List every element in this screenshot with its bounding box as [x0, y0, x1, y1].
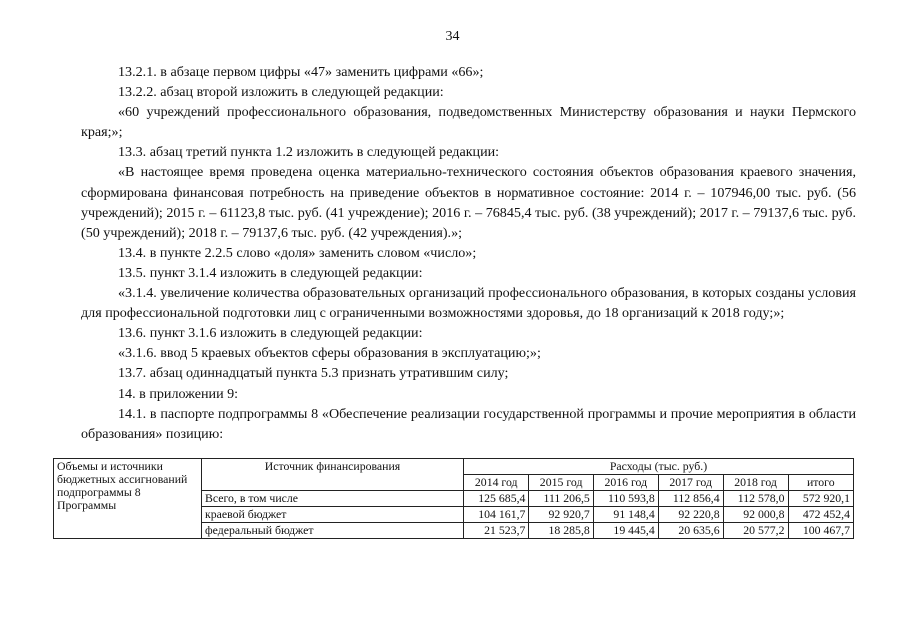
paragraph: 13.6. пункт 3.1.6 изложить в следующей редакции: — [118, 325, 423, 342]
paragraph: 13.2.1. в абзаце первом цифры «47» заменить цифрами «66»; — [118, 64, 484, 80]
value-cell: 111 206,5 — [529, 491, 593, 507]
document-body — [81, 62, 856, 444]
paragraph: 13.3. абзац третий пункта 1.2 изложить в следующей редакции: — [118, 144, 500, 161]
paragraph: «3.1.6. ввод 5 краевых объектов сферы образования в эксплуатацию;»; — [118, 345, 541, 362]
paragraph: «60 учреждений профессионального образования, подведомственных Министерству образования и науки Пермского края;»; — [81, 104, 856, 141]
paragraph: «3.1.4. увеличение количества образовательных организаций профессионального образования, в которых созданы условия для профессиональной подготовки лиц с ограниченными возможностями здоровья, до 18 организаций к 2018 году;»; — [81, 285, 856, 322]
budget-table-container — [53, 458, 854, 539]
paragraph: 13.5. пункт 3.1.4 изложить в следующей редакции: — [118, 264, 423, 281]
total-cell: 472 452,4 — [788, 507, 853, 523]
paragraph: 13.4. в пункте 2.2.5 слово «доля» заменить словом «число»; — [118, 244, 477, 261]
page-number: 34 — [445, 29, 460, 44]
value-cell: 92 220,8 — [658, 507, 723, 523]
paragraph: «В настоящее время проведена оценка материально-технического состояния объектов образования краевого значения, сформирована финансовая потребность на приведение объектов в нормативное состояние: 2014 г. – 107946,00 тыс. руб. (56 учреждений); 2015 г. – 61123,8 тыс. руб. (41 учреждение); 2016 г. – 76845,4 тыс. руб. (38 учреждений); 2017 г. – 79137,6 тыс. руб. (50 учреждений); 2018 г. – 79137,6 тыс. руб. (42 учреждения).»; — [81, 164, 856, 241]
year-header-cell: 2018 год — [723, 475, 788, 491]
value-cell: 92 920,7 — [529, 507, 593, 523]
table-row-header-cell: Объемы и источники бюджетных ассигнований подпрограммы 8 Программы — [54, 459, 202, 539]
expenses-header-cell: Расходы (тыс. руб.) — [464, 459, 854, 475]
value-cell: 91 148,4 — [593, 507, 658, 523]
paragraph: 13.2.2. абзац второй изложить в следующей редакции: — [118, 84, 444, 101]
year-header-cell: 2017 год — [658, 475, 723, 491]
year-header-cell: 2016 год — [593, 475, 658, 491]
value-cell: 110 593,8 — [593, 491, 658, 507]
value-cell: 104 161,7 — [464, 507, 529, 523]
value-cell: 19 445,4 — [593, 523, 658, 539]
total-cell: 572 920,1 — [788, 491, 853, 507]
paragraph: 13.7. абзац одиннадцатый пункта 5.3 признать утратившим силу; — [118, 365, 509, 382]
source-header-cell: Источник финансирования — [202, 459, 464, 491]
row-label-cell: краевой бюджет — [202, 507, 464, 523]
total-cell: 100 467,7 — [788, 523, 853, 539]
row-label-cell: Всего, в том числе — [202, 491, 464, 507]
value-cell: 92 000,8 — [723, 507, 788, 523]
value-cell: 20 635,6 — [658, 523, 723, 539]
total-header-cell: итого — [788, 475, 853, 491]
table-header-row — [54, 459, 854, 475]
value-cell: 112 578,0 — [723, 491, 788, 507]
year-header-cell: 2014 год — [464, 475, 529, 491]
value-cell: 112 856,4 — [658, 491, 723, 507]
value-cell: 21 523,7 — [464, 523, 529, 539]
paragraph: 14.1. в паспорте подпрограммы 8 «Обеспечение реализации государственной программы и прочие мероприятия в области образования» позицию: — [81, 405, 856, 442]
budget-table — [53, 458, 854, 539]
value-cell: 125 685,4 — [464, 491, 529, 507]
paragraph: 14. в приложении 9: — [118, 385, 239, 402]
year-header-cell: 2015 год — [529, 475, 593, 491]
row-label-cell: федеральный бюджет — [202, 523, 464, 539]
value-cell: 20 577,2 — [723, 523, 788, 539]
value-cell: 18 285,8 — [529, 523, 593, 539]
